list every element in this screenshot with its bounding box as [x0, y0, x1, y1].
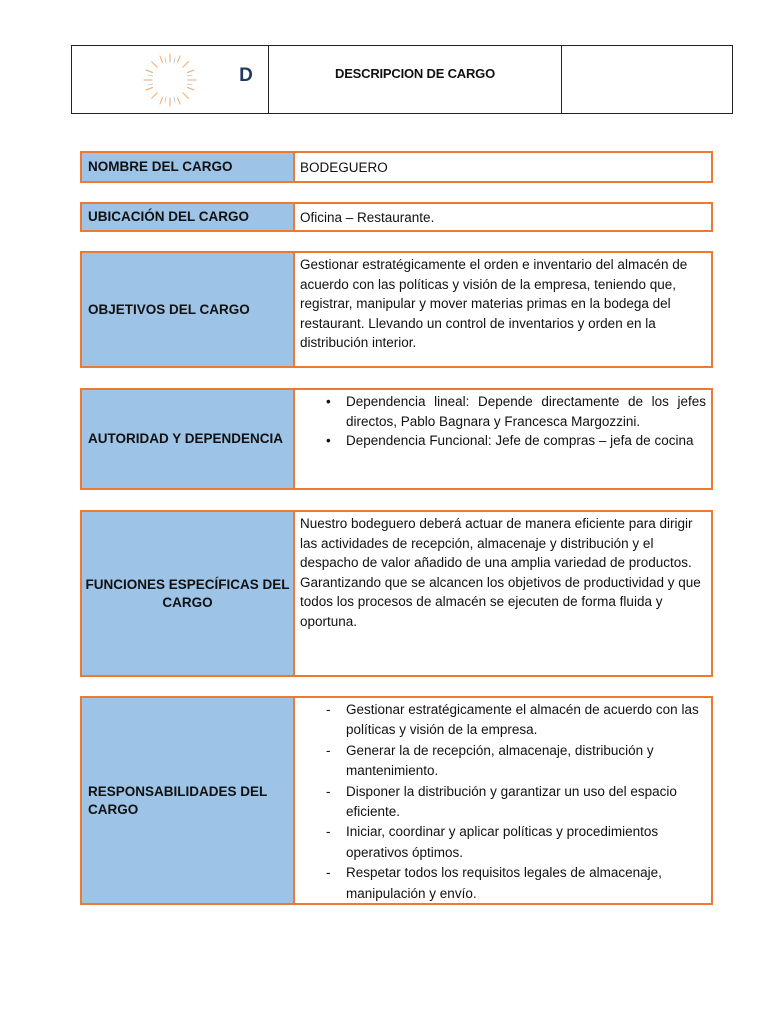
label-ubicacion-cargo: UBICACIÓN DEL CARGO [82, 204, 295, 230]
row-ubicacion-cargo [80, 202, 713, 232]
logo-letter: D [239, 65, 253, 86]
header-empty-cell [562, 46, 732, 113]
list-item: • Dependencia Funcional: Jefe de compras – jefa de cocina [300, 431, 706, 451]
row-nombre-cargo [80, 151, 713, 183]
company-logo [138, 48, 202, 112]
value-funciones-especificas: Nuestro bodeguero deberá actuar de manera eficiente para dirigir las actividades de recepción, almacenaje y distribución y el despacho de valor añadido de una amplia variedad de productos. Garantizando que se alcancen los objetivos de productividad y que todos los procesos de almacén se ejecuten de forma fluida y oportuna. [300, 516, 701, 629]
label-funciones-especificas: FUNCIONES ESPECÍFICAS DEL CARGO [82, 512, 295, 675]
document-header [71, 45, 733, 114]
label-autoridad-dependencia: AUTORIDAD Y DEPENDENCIA [82, 390, 295, 488]
row-responsabilidades-cargo [80, 696, 713, 905]
label-objetivos-cargo: OBJETIVOS DEL CARGO [82, 253, 295, 366]
responsabilidades-list [300, 700, 706, 904]
list-item: - Iniciar, coordinar y aplicar políticas y procedimientos operativos óptimos. [300, 822, 706, 863]
value-ubicacion-cargo: Oficina – Restaurante. [300, 210, 435, 226]
value-autoridad-dependencia [295, 390, 711, 488]
document-title: DESCRIPCION DE CARGO [269, 46, 562, 113]
row-objetivos-cargo [80, 251, 713, 368]
row-autoridad-dependencia [80, 388, 713, 490]
list-item: - Gestionar estratégicamente el almacén de acuerdo con las políticas y visión de la empresa. [300, 700, 706, 741]
list-item: • Dependencia lineal: Depende directamente de los jefes directos, Pablo Bagnara y Francesca Margozzini. [300, 392, 706, 431]
list-item: - Generar la de recepción, almacenaje, distribución y mantenimiento. [300, 741, 706, 782]
label-responsabilidades-cargo: RESPONSABILIDADES DEL CARGO [82, 698, 295, 903]
value-nombre-cargo: BODEGUERO [300, 160, 388, 176]
label-nombre-cargo: NOMBRE DEL CARGO [82, 153, 295, 181]
value-responsabilidades-cargo [295, 698, 711, 903]
logo-cell [72, 46, 269, 113]
value-objetivos-cargo: Gestionar estratégicamente el orden e inventario del almacén de acuerdo con las políticas y visión de la empresa, teniendo que, registrar, manipular y mover materias primas en la bodega del restaurant. Llevando un control de inventarios y orden en la distribución interior. [300, 257, 688, 350]
list-item: - Disponer la distribución y garantizar un uso del espacio eficiente. [300, 782, 706, 823]
row-funciones-especificas [80, 510, 713, 677]
list-item: - Respetar todos los requisitos legales de almacenaje, manipulación y envío. [300, 863, 706, 904]
dependencia-list [300, 392, 706, 451]
